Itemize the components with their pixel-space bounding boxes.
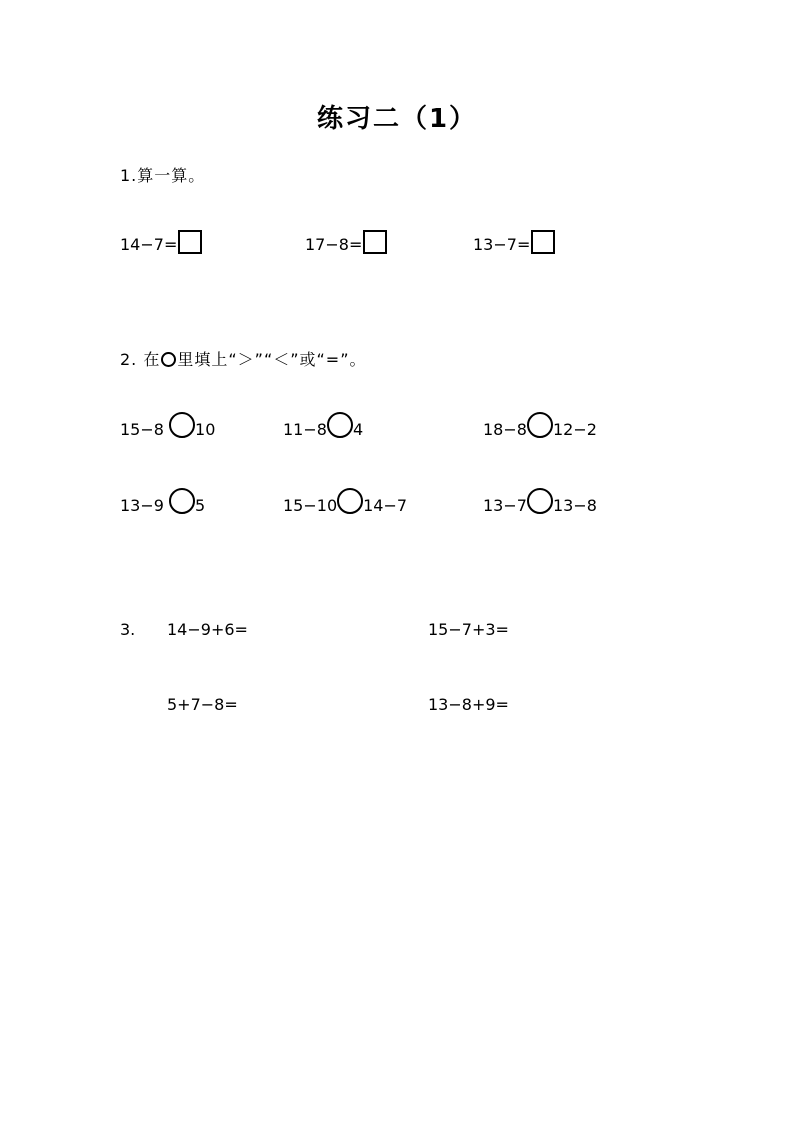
- q2-right-expression: 10: [195, 420, 216, 439]
- q2-left-expression: 13−7: [483, 496, 527, 515]
- q2-left-expression: 15−8: [120, 420, 170, 439]
- q1-heading: 1.算一算。: [120, 166, 206, 185]
- q1-item: [473, 230, 555, 254]
- q2-item: [283, 488, 407, 515]
- q2-item: [120, 488, 205, 515]
- q1-item: [120, 230, 202, 254]
- compare-circle[interactable]: [327, 412, 353, 438]
- q2-left-expression: 15−10: [283, 496, 338, 515]
- compare-circle[interactable]: [527, 412, 553, 438]
- compare-circle[interactable]: [169, 412, 195, 438]
- answer-box[interactable]: [531, 230, 555, 254]
- page-title: 练习二（1）: [316, 104, 478, 134]
- compare-circle[interactable]: [169, 488, 195, 514]
- q2-item: [483, 488, 597, 515]
- q2-left-expression: 18−8: [483, 420, 527, 439]
- q2-heading-pre: 2. 在: [120, 350, 161, 369]
- q2-left-expression: 11−8: [283, 420, 327, 439]
- q2-right-expression: 4: [352, 420, 364, 439]
- q2-heading-post: 里填上“＞”“＜”或“=”。: [177, 350, 367, 369]
- q1-expression: 17−8=: [305, 235, 363, 254]
- q2-item: [120, 412, 215, 439]
- q2-right-expression: 5: [195, 496, 206, 515]
- q2-left-expression: 13−9: [120, 496, 170, 515]
- q3-expression: 15−7+3=: [428, 620, 509, 639]
- q1-expression: 14−7=: [120, 235, 178, 254]
- q2-right-expression: 14−7: [363, 496, 408, 515]
- q3-expression: 14−9+6=: [167, 620, 248, 639]
- q3-number: 3.: [120, 620, 136, 639]
- q3-expression: 5+7−8=: [167, 695, 238, 714]
- compare-circle[interactable]: [527, 488, 553, 514]
- q2-right-expression: 13−8: [552, 496, 597, 515]
- answer-box[interactable]: [363, 230, 387, 254]
- compare-circle[interactable]: [337, 488, 363, 514]
- q2-right-expression: 12−2: [552, 420, 597, 439]
- circle-icon: [161, 352, 176, 367]
- q3-expression: 13−8+9=: [428, 695, 509, 714]
- q2-item: [283, 412, 363, 439]
- q1-expression: 13−7=: [473, 235, 531, 254]
- answer-box[interactable]: [178, 230, 202, 254]
- q2-heading: [120, 347, 367, 370]
- q2-item: [483, 412, 597, 439]
- q1-item: [305, 230, 387, 254]
